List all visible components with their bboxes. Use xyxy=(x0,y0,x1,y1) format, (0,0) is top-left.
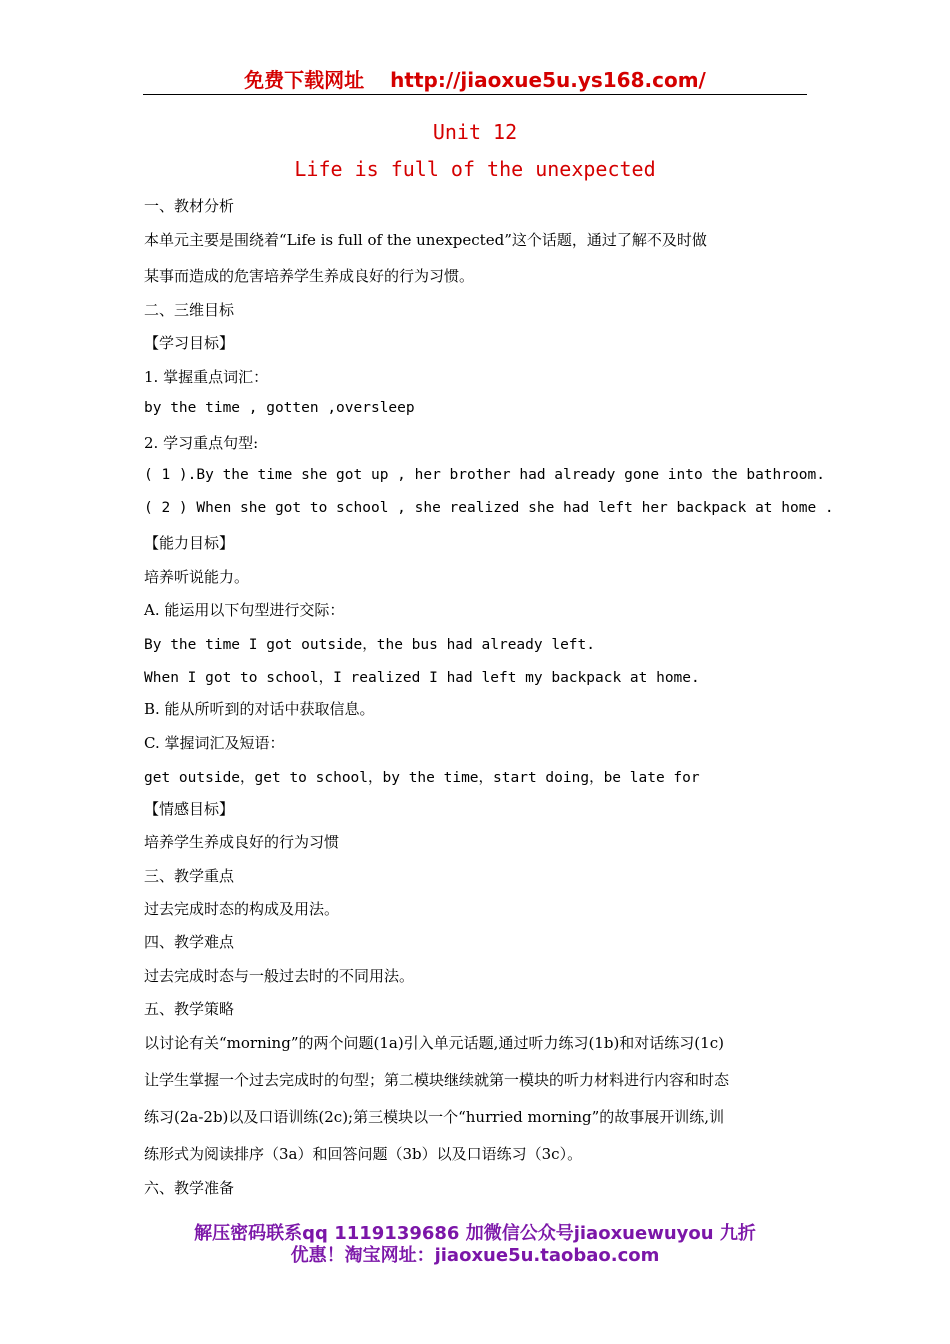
paragraph-line: 让学生掌握一个过去完成时的句型；第二模块继续就第一模块的听力材料进行内容和时态 xyxy=(144,1071,730,1089)
paragraph-line: 以讨论有关“morning”的两个问题(1a)引入单元话题,通过听力练习(1b)和对话练习(1c) xyxy=(144,1034,724,1052)
example-sentence: ( 1 ).By the time she got up , her brother had already gone into the bathroom. xyxy=(144,467,825,483)
section-heading-key-points: 三、教学重点 xyxy=(144,867,235,885)
unit-subtitle: Life is full of the unexpected xyxy=(294,157,656,181)
example-sentence: When I got to school，I realized I had left my backpack at home. xyxy=(144,670,700,686)
footer-shop-line: 优惠！淘宝网址：jiaoxue5u.taobao.com xyxy=(290,1245,660,1266)
section-heading-preparation: 六、教学准备 xyxy=(144,1179,235,1197)
download-label: 免费下载网址 xyxy=(244,68,365,92)
subheading-ability-goals: 【能力目标】 xyxy=(144,534,235,552)
vocab-line: by the time , gotten ,oversleep xyxy=(144,400,415,416)
paragraph-line: 培养听说能力。 xyxy=(144,568,250,586)
subheading-learning-goals: 【学习目标】 xyxy=(144,334,235,352)
list-item: A. 能运用以下句型进行交际： xyxy=(144,601,345,619)
download-header xyxy=(0,64,950,93)
section-heading-goals: 二、三维目标 xyxy=(144,301,235,319)
section-heading-difficulties: 四、教学难点 xyxy=(144,933,235,951)
section-heading-analysis: 一、教材分析 xyxy=(144,197,235,215)
paragraph-line: 练习(2a-2b)以及口语训练(2c);第三模块以一个“hurried morning”的故事展开训练,训 xyxy=(144,1108,725,1126)
list-item: 2. 学习重点句型: xyxy=(144,434,259,452)
footer-contact-line: 解压密码联系qq 1119139686 加微信公众号jiaoxuewuyou 九折 xyxy=(194,1223,756,1244)
list-item: C. 掌握词汇及短语： xyxy=(144,734,285,752)
download-url-link[interactable]: http://jiaoxue5u.ys168.com/ xyxy=(390,68,706,92)
paragraph-line: 本单元主要是围绕着“Life is full of the unexpected”这个话题，通过了解不及时做 xyxy=(144,231,707,249)
header-divider xyxy=(143,94,807,95)
example-sentence: By the time I got outside，the bus had already left. xyxy=(144,637,595,653)
paragraph-line: 过去完成时态的构成及用法。 xyxy=(144,900,340,918)
example-sentence: ( 2 ) When she got to school , she realized she had left her backpack at home . xyxy=(144,500,834,516)
paragraph-line: 某事而造成的危害培养学生养成良好的行为习惯。 xyxy=(144,267,475,285)
section-heading-strategy: 五、教学策略 xyxy=(144,1000,235,1018)
paragraph-line: 练形式为阅读排序（3a）和回答问题（3b）以及口语练习（3c）。 xyxy=(144,1145,583,1163)
paragraph-line: 培养学生养成良好的行为习惯 xyxy=(144,833,340,851)
list-item: B. 能从所听到的对话中获取信息。 xyxy=(144,700,375,718)
unit-title: Unit 12 xyxy=(432,120,518,144)
list-item: 1. 掌握重点词汇： xyxy=(144,368,269,386)
paragraph-line: 过去完成时态与一般过去时的不同用法。 xyxy=(144,967,415,985)
vocab-line: get outside，get to school，by the time，start doing，be late for xyxy=(144,770,700,786)
subheading-emotion-goals: 【情感目标】 xyxy=(144,800,235,818)
